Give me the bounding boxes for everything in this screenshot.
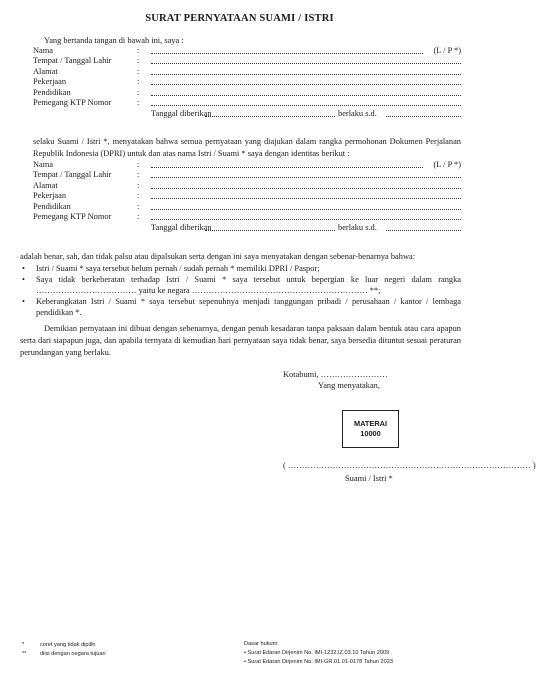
ktp-date-row	[33, 108, 461, 119]
valid-date-line[interactable]	[386, 116, 461, 117]
field-row-ktp	[33, 212, 461, 222]
stamp-label: MATERAI	[353, 419, 388, 428]
field-row-ktp	[33, 98, 461, 108]
field-colon: :	[137, 46, 140, 55]
field-row-education	[33, 202, 461, 212]
field-row-birth	[33, 56, 461, 66]
issued-date-line[interactable]	[205, 116, 335, 117]
field-label-job: Pekerjaan	[33, 77, 67, 87]
signature-line[interactable]: ( …………………………………………………………………………… )	[283, 461, 536, 470]
job-input-line[interactable]	[151, 84, 461, 85]
footnote-mark: **	[22, 651, 27, 657]
address-input-line[interactable]	[151, 188, 461, 189]
field-label-ktp: Pemegang KTP Nomor	[33, 97, 112, 107]
field-colon: :	[137, 66, 140, 76]
statement-item: • Saya tidak berkeberatan terhadap Istri / Suami * saya tersebut untuk bepergian ke luar negeri dalam rangka ……………………………… yaitu ke negara ……………………………………………………… **;	[20, 274, 461, 296]
field-row-job	[33, 191, 461, 201]
intro-text: Yang bertanda tangan di bawah ini, saya :	[44, 36, 184, 45]
field-label-name: Nama	[33, 160, 53, 169]
field-label-address: Alamat	[33, 66, 58, 76]
signer-label: Yang menyatakan,	[318, 381, 380, 390]
birth-input-line[interactable]	[151, 177, 461, 178]
field-colon: :	[137, 56, 140, 66]
footnote-text: coret yang tidak dipilih	[40, 642, 96, 648]
field-colon: :	[137, 211, 140, 221]
valid-label: berlaku s.d.	[338, 223, 377, 233]
field-colon: :	[137, 87, 140, 97]
statement-list	[20, 263, 461, 318]
legal-basis-text: Surat Edaran Dirjenim No. IMI-GR.01.01-0178 Tahun 2023	[247, 659, 393, 665]
field-label-name: Nama	[33, 46, 53, 55]
stamp-value: 10000	[360, 429, 381, 438]
signer-role: Suami / Istri *	[345, 474, 393, 483]
field-colon: :	[137, 97, 140, 107]
footnote-item	[22, 650, 106, 659]
declaration-text: adalah benar, sah, dan tidak palsu atau dipalsukan serta dengan ini saya menyatakan dengan sebenar-benarnya bahwa:	[20, 252, 416, 261]
legal-basis	[244, 640, 393, 667]
valid-date-line[interactable]	[386, 230, 461, 231]
name-input-line[interactable]	[151, 53, 423, 54]
issued-label: Tanggal diberikan	[151, 109, 212, 119]
field-label-job: Pekerjaan	[33, 191, 67, 201]
field-label-education: Pendidikan	[33, 201, 71, 211]
spouse-form	[33, 160, 461, 233]
field-colon: :	[137, 191, 140, 201]
closing-paragraph: Demikian pernyataan ini dibuat dengan sebenarnya, dengan penuh kesadaran tanpa paksaan dalam bentuk atau cara apapun serta dari siapapun juga, dan apabila ternyata di kemudian hari pernyataan saya tidak benar, saya bersedia dituntut sesuai peraturan perundangan yang berlaku.	[20, 324, 461, 357]
gender-suffix: (L / P *)	[433, 160, 461, 169]
field-row-job	[33, 77, 461, 87]
revenue-stamp-box	[342, 410, 399, 448]
field-row-address	[33, 67, 461, 77]
address-input-line[interactable]	[151, 74, 461, 75]
footnote-list	[22, 641, 106, 659]
footnote-item	[22, 641, 106, 650]
statement-item: • Istri / Suami * saya tersebut belum pernah / sudah pernah * memiliki DPRI / Paspor;	[20, 263, 461, 274]
footnote-text: diisi dengan negara tujuan	[40, 651, 106, 657]
ktp-input-line[interactable]	[151, 105, 461, 106]
field-colon: :	[137, 170, 140, 180]
ktp-date-row	[33, 222, 461, 233]
field-colon: :	[137, 77, 140, 87]
field-label-birth: Tempat / Tanggal Lahir	[33, 56, 112, 66]
gender-suffix: (L / P *)	[433, 46, 461, 55]
applicant-form	[33, 46, 461, 119]
field-colon: :	[137, 160, 140, 169]
valid-label: berlaku s.d.	[338, 109, 377, 119]
birth-input-line[interactable]	[151, 63, 461, 64]
field-label-education: Pendidikan	[33, 87, 71, 97]
field-label-address: Alamat	[33, 180, 58, 190]
statement-item: • Keberangkatan Istri / Suami * saya tersebut sepenuhnya menjadi tanggungan pribadi / perusahaan / kantor / lembaga pendidikan *.	[20, 296, 461, 318]
issued-label: Tanggal diberikan	[151, 223, 212, 233]
document-title: SURAT PERNYATAAN SUAMI / ISTRI	[145, 13, 334, 24]
legal-basis-text: Surat Edaran Dirjenim No. IMI-1232.IZ.03.10 Tahun 2009	[247, 650, 390, 656]
field-label-birth: Tempat / Tanggal Lahir	[33, 170, 112, 180]
name-input-line[interactable]	[151, 167, 423, 168]
field-row-birth	[33, 170, 461, 180]
education-input-line[interactable]	[151, 209, 461, 210]
field-label-ktp: Pemegang KTP Nomor	[33, 211, 112, 221]
job-input-line[interactable]	[151, 198, 461, 199]
field-colon: :	[137, 201, 140, 211]
place-date: Kotabumi, ……………………	[283, 370, 388, 379]
legal-basis-item: • Surat Edaran Dirjenim No. IMI-1232.IZ.03.10 Tahun 2009	[244, 650, 390, 656]
field-row-address	[33, 181, 461, 191]
education-input-line[interactable]	[151, 95, 461, 96]
field-row-name	[33, 160, 461, 170]
field-colon: :	[137, 180, 140, 190]
middle-paragraph: selaku Suami / Istri *, menyatakan bahwa semua pernyataan yang diajukan dalam rangka permohonan Dokumen Perjalanan Republik Indonesia (DPRI) untuk dan atas nama Istri / Suami * saya dengan identitas berikut :	[33, 137, 461, 158]
field-row-education	[33, 88, 461, 98]
legal-basis-title: Dasar hukum:	[244, 641, 279, 647]
footnote-mark: *	[22, 642, 25, 648]
field-row-name	[33, 46, 461, 56]
ktp-input-line[interactable]	[151, 219, 461, 220]
issued-date-line[interactable]	[205, 230, 335, 231]
legal-basis-item: • Surat Edaran Dirjenim No. IMI-GR.01.01-0178 Tahun 2023	[244, 659, 393, 665]
